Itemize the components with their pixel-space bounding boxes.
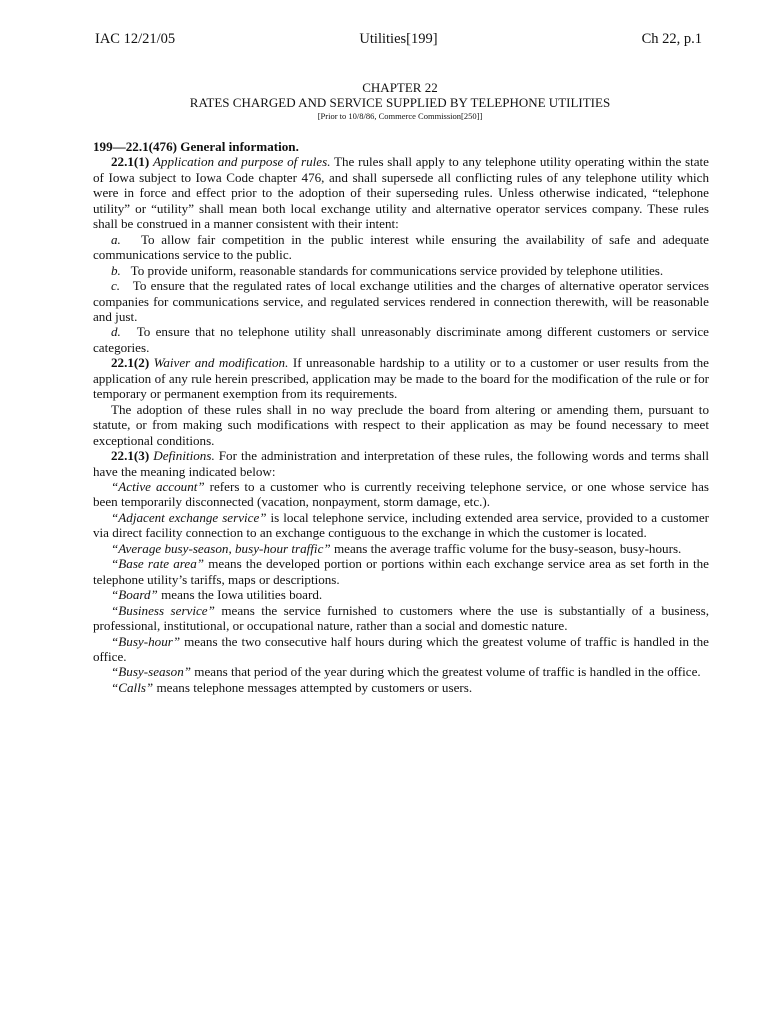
item-letter: a.	[111, 231, 121, 247]
page-header	[95, 31, 702, 51]
definition-text: means the Iowa utilities board.	[157, 587, 323, 603]
subrule-number: 22.1(3)	[111, 448, 150, 464]
definition-text: means the average traffic volume for the busy-season, busy-hours.	[330, 540, 682, 556]
header-page-number: Ch 22, p.1	[641, 31, 702, 47]
definition-calls	[93, 680, 709, 695]
definition-board	[93, 587, 709, 602]
definition-text: is local telephone service, including extended area service, provided to a customer via direct facility connection to an exchange contiguous to the exchange in which the customer is located.	[93, 509, 709, 541]
chapter-number: CHAPTER 22	[362, 80, 438, 95]
purpose-item-d	[93, 324, 709, 355]
item-text: To allow fair competition in the public interest while ensuring the availability of safe and adequate communications service to the public.	[93, 231, 709, 263]
subrule-text: If unreasonable hardship to a utility or to a customer or user results from the application of any rule herein prescribed, application may be made to the board for the modification of the rule or for temporary or permanent exemption from its requirements.	[93, 355, 709, 402]
definition-business-service	[93, 603, 709, 634]
chapter-note: [Prior to 10/8/86, Commerce Commission[250]]	[317, 111, 483, 121]
item-text: To ensure that no telephone utility shall unreasonably discriminate among different customers or service categories.	[93, 324, 709, 355]
definition-text: means that period of the year during which the greatest volume of traffic is handled in the office.	[191, 664, 701, 680]
definition-average-busy-season	[93, 541, 709, 556]
definition-term: “Board”	[111, 587, 158, 603]
subrule-application	[93, 154, 709, 231]
subrule-text: The rules shall apply to any telephone utility operating within the state of Iowa subject to Iowa Code chapter 476, and shall supersede all conflicting rules of any telephone utility which were in force and effect prior to the adoption of their superseding rules. Unless otherwise indicated, “telephone utility” or “utility” shall mean both local exchange utility and alternative operator services company. These rules shall be construed in a manner consistent with their intent:	[93, 154, 709, 232]
subrule-title: Application and purpose of rules.	[152, 154, 331, 170]
definition-term: “Average busy-season, busy-hour traffic”	[111, 540, 331, 556]
definition-text: means the two consecutive half hours during which the greatest volume of traffic is handled in the office.	[93, 633, 709, 664]
definition-term: “Busy-season”	[111, 664, 192, 680]
subrule-title: Waiver and modification.	[153, 355, 289, 371]
purpose-item-a	[93, 232, 709, 263]
definition-text: means the developed portion or portions within each exchange service area as set forth in the telephone utility’s tariffs, maps or descriptions.	[93, 556, 709, 587]
definition-busy-season	[93, 664, 709, 679]
subrule-number: 22.1(2)	[111, 355, 150, 371]
definition-text: means the service furnished to customers where the use is substantially of a business, professional, institutional, or occupational nature, rather than a social and domestic nature.	[93, 602, 709, 634]
definition-busy-hour	[93, 634, 709, 665]
subrule-waiver	[93, 355, 709, 401]
item-text: To ensure that the regulated rates of local exchange utilities and the charges of alternative operator services companies for communications service, and regulated services rendered in connection therewith, will be reasonable and just.	[93, 278, 709, 324]
definition-base-rate-area	[93, 556, 709, 587]
definition-term: “Busy-hour”	[111, 633, 181, 649]
definition-active-account	[93, 479, 709, 510]
purpose-item-b	[93, 263, 709, 278]
subrule-definitions	[93, 448, 709, 479]
purpose-item-c	[93, 278, 709, 324]
document-body	[93, 139, 709, 695]
definition-adjacent-exchange-service	[93, 510, 709, 541]
item-letter: c.	[111, 278, 121, 294]
rule-heading: 199—22.1(476) General information.	[93, 139, 299, 154]
waiver-paragraph-2: The adoption of these rules shall in no way preclude the board from altering or amending them, pursuant to statute, or from making such modifications with respect to their application as may be found necessary to meet exceptional conditions.	[93, 401, 709, 448]
header-agency: Utilities[199]	[359, 31, 438, 47]
definition-term: “Calls”	[111, 679, 154, 695]
subrule-number: 22.1(1)	[111, 154, 150, 170]
subrule-text: For the administration and interpretation of these rules, the following words and terms shall have the meaning indicated below:	[93, 448, 709, 479]
chapter-title: RATES CHARGED AND SERVICE SUPPLIED BY TELEPHONE UTILITIES	[189, 95, 611, 110]
definition-term: “Adjacent exchange service”	[111, 509, 267, 525]
definition-term: “Active account”	[111, 478, 205, 494]
item-text: To provide uniform, reasonable standards for communications service provided by telephone utilities.	[130, 262, 664, 278]
definition-term: “Base rate area”	[111, 556, 205, 572]
definition-term: “Business service”	[111, 602, 215, 618]
item-letter: d.	[111, 324, 121, 340]
subrule-title: Definitions.	[153, 448, 215, 464]
definition-text: means telephone messages attempted by customers or users.	[153, 679, 473, 695]
header-code-date: IAC 12/21/05	[95, 31, 176, 47]
definition-text: refers to a customer who is currently receiving telephone service, or one whose service has been temporarily disconnected (vacation, nonpayment, storm damage, etc.).	[93, 478, 709, 510]
item-letter: b.	[111, 262, 121, 278]
